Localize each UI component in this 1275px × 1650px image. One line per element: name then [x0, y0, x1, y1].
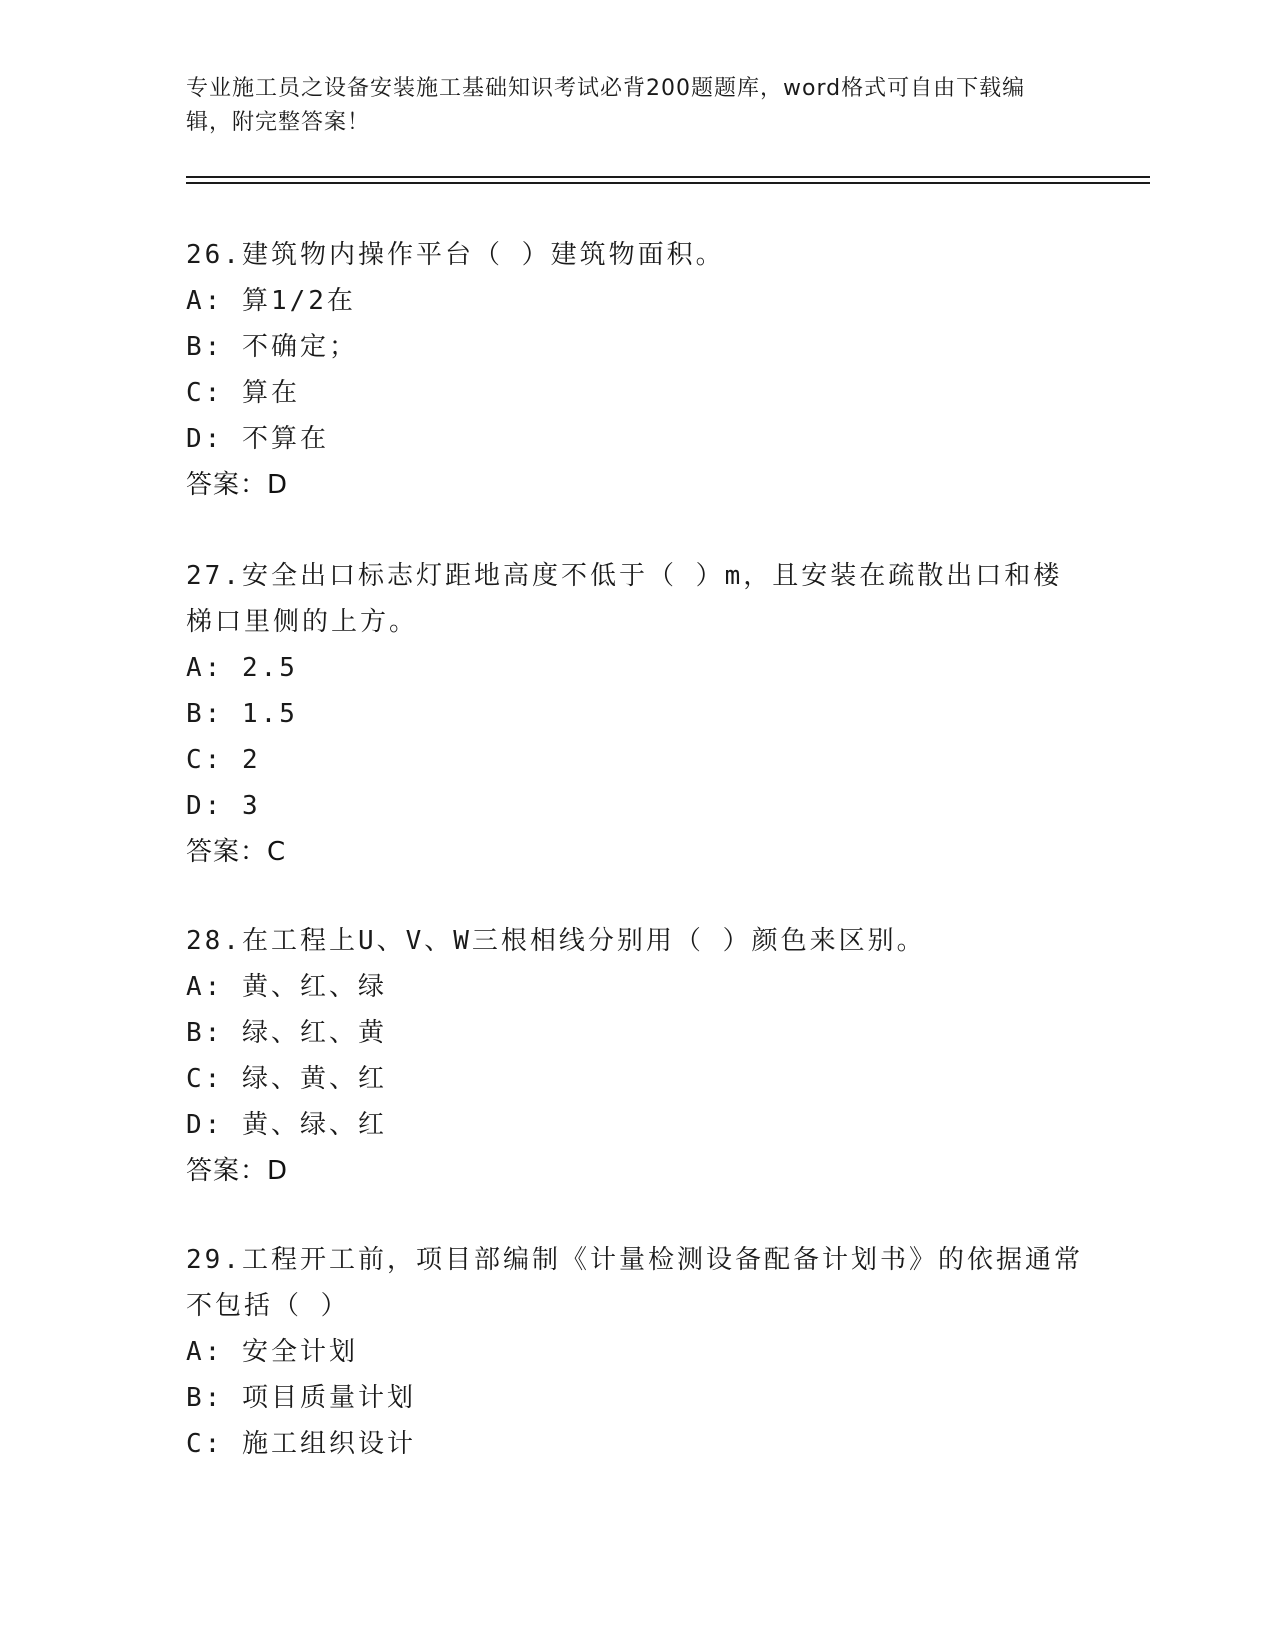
option-a: A: 算1/2在	[186, 286, 356, 316]
option-a: A: 安全计划	[186, 1337, 358, 1367]
option-a: A: 2.5	[186, 653, 298, 683]
question-28	[186, 918, 1086, 1194]
answer-line: 答案：D	[186, 470, 289, 500]
option-b: B: 1.5	[186, 699, 298, 729]
answer-line: 答案：D	[186, 1156, 289, 1186]
option-c: C: 绿、黄、红	[186, 1064, 387, 1094]
option-d: D: 不算在	[186, 424, 329, 454]
header-divider-top	[186, 176, 1150, 178]
option-c: C: 2	[186, 745, 261, 775]
option-c: C: 施工组织设计	[186, 1429, 416, 1459]
question-stem: 29.工程开工前，项目部编制《计量检测设备配备计划书》的依据通常不包括（ ）	[186, 1245, 1083, 1321]
question-27	[186, 553, 1086, 875]
option-b: B: 绿、红、黄	[186, 1018, 387, 1048]
header-divider-bottom	[186, 182, 1150, 184]
option-c: C: 算在	[186, 378, 300, 408]
answer-line: 答案：C	[186, 837, 287, 867]
option-d: D: 黄、绿、红	[186, 1110, 387, 1140]
question-26	[186, 232, 1086, 508]
document-header: 专业施工员之设备安装施工基础知识考试必背200题题库，word格式可自由下载编辑，附完整答案！	[186, 76, 1026, 135]
question-stem: 27.安全出口标志灯距地高度不低于（ ）m，且安装在疏散出口和楼梯口里侧的上方。	[186, 561, 1063, 637]
option-a: A: 黄、红、绿	[186, 972, 387, 1002]
option-d: D: 3	[186, 791, 261, 821]
question-29	[186, 1237, 1086, 1467]
option-b: B: 项目质量计划	[186, 1383, 416, 1413]
question-stem: 26.建筑物内操作平台（ ）建筑物面积。	[186, 240, 725, 270]
question-stem: 28.在工程上U、V、W三根相线分别用（ ）颜色来区别。	[186, 926, 926, 956]
option-b: B: 不确定；	[186, 332, 358, 362]
